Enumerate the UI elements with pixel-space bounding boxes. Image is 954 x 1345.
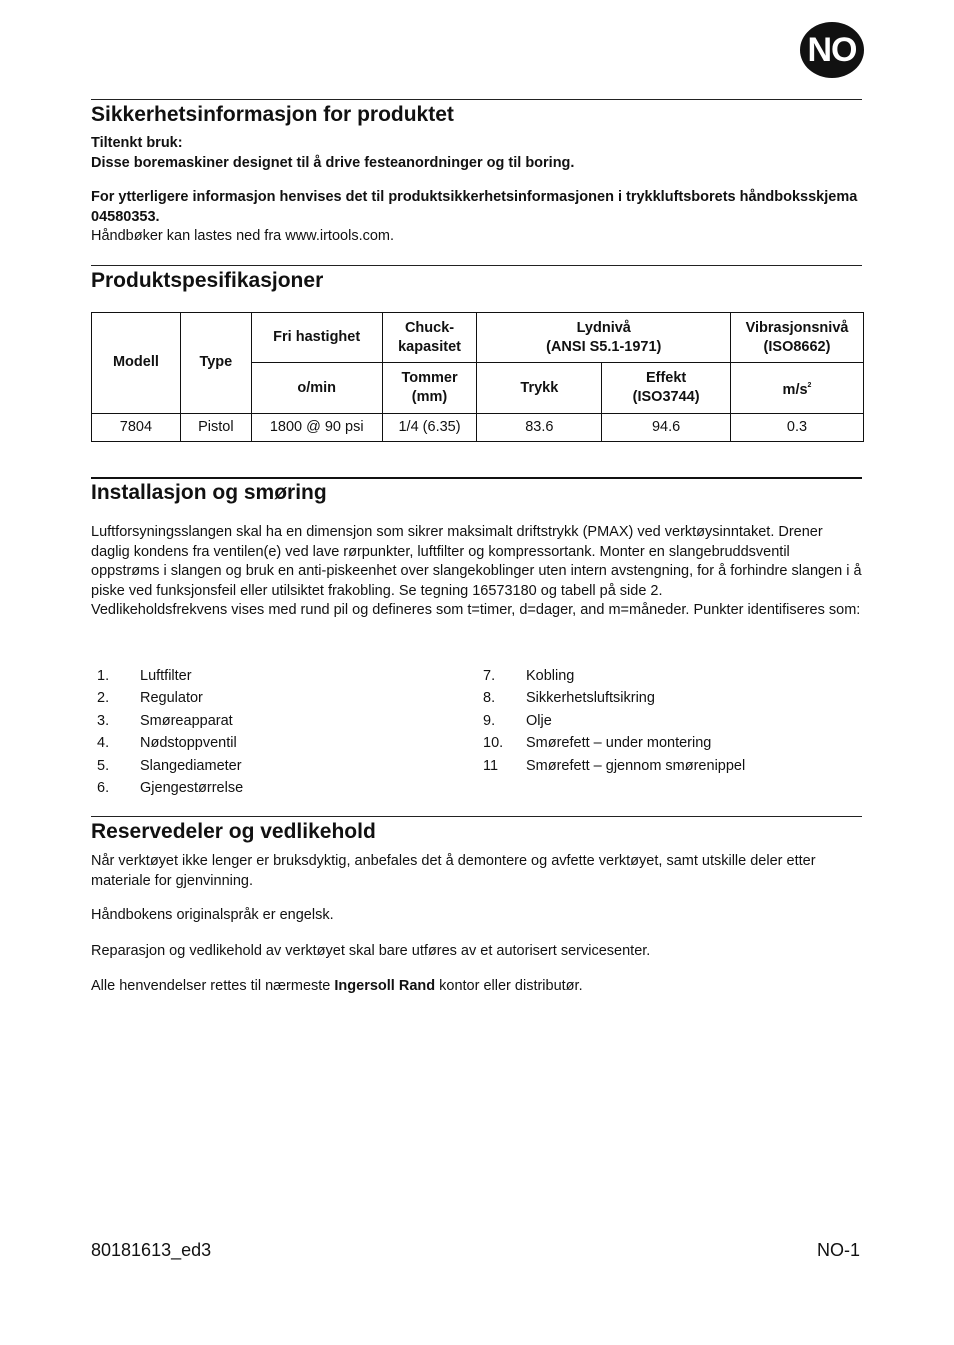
list-item-text: Sikkerhetsluftsikring — [526, 690, 655, 707]
list-item — [97, 665, 457, 687]
cell-power: 94.6 — [602, 413, 731, 441]
specs-title: Produktspesifikasjoner — [91, 269, 324, 292]
parts-title: Reservedeler og vedlikehold — [91, 820, 376, 843]
parts-p4-post: kontor eller distributør. — [435, 978, 583, 994]
parts-p4-pre: Alle henvendelser rettes til nærmeste — [91, 978, 335, 994]
parts-section — [91, 819, 862, 997]
cell-pressure: 83.6 — [477, 413, 602, 441]
parts-paragraph-1: Når verktøyet ikke lenger er bruksdyktig, anbefales det å demontere og avfette verktøyet, samt utskille deler etter materiale for gjenvinning. — [91, 853, 816, 889]
list-item — [483, 687, 853, 709]
list-item-text: Nødstoppventil — [140, 735, 237, 752]
cell-speed: 1800 @ 90 psi — [251, 413, 382, 441]
list-item — [483, 755, 853, 777]
list-item — [97, 687, 457, 709]
list-item — [97, 732, 457, 754]
intended-use-label: Tiltenkt bruk: — [91, 135, 183, 151]
list-item-number: 4. — [97, 735, 110, 752]
list-item-number: 1. — [97, 668, 110, 684]
install-title: Installasjon og smøring — [91, 481, 327, 504]
specs-table — [91, 312, 864, 442]
install-divider — [91, 477, 862, 479]
header-rpm: o/min — [251, 363, 382, 413]
list-item-number: 6. — [97, 779, 110, 796]
list-item-text: Smøreapparat — [140, 712, 233, 729]
header-chuck-line2: kapasitet — [398, 338, 461, 355]
list-item-number: 2. — [97, 690, 110, 707]
list-item-text: Regulator — [140, 690, 203, 707]
cell-model: 7804 — [92, 413, 181, 441]
header-ms-unit — [731, 363, 864, 413]
parts-paragraph-3: Reparasjon og vedlikehold av verktøyet skal bare utføres av et autorisert servicesenter. — [91, 942, 651, 959]
parts-paragraph-4 — [91, 977, 862, 997]
header-ms-exp: 2 — [807, 382, 812, 390]
list-item-number: 5. — [97, 757, 110, 774]
header-chuck — [382, 313, 477, 363]
doc-number: 80181613_ed3 — [91, 1240, 212, 1260]
list-item-text: Smørefett – under montering — [526, 735, 712, 752]
list-item — [97, 755, 457, 777]
table-header-row — [92, 313, 864, 363]
list-item-number: 7. — [483, 668, 496, 684]
header-vibration-line2: (ISO8662) — [763, 338, 831, 355]
header-pressure: Trykk — [477, 363, 602, 413]
header-free-speed: Fri hastighet — [251, 313, 382, 363]
safety-section — [91, 102, 862, 247]
intended-use-text: Disse boremaskiner designet til å drive festeanordninger og til boring. — [91, 154, 575, 171]
list-item-text: Olje — [526, 712, 552, 729]
header-inch-line1: Tommer — [401, 370, 458, 387]
list-item — [483, 732, 853, 754]
header-type: Type — [180, 313, 251, 414]
list-item — [97, 710, 457, 732]
safety-title: Sikkerhetsinformasjon for produktet — [91, 103, 454, 126]
download-text: Håndbøker kan lastes ned fra www.irtools.com. — [91, 228, 395, 244]
cell-vibration: 0.3 — [731, 413, 864, 441]
header-vibration-line1: Vibrasjonsnivå — [745, 319, 849, 336]
list-item-text: Kobling — [526, 668, 575, 684]
list-item-number: 8. — [483, 690, 496, 707]
list-item — [97, 777, 457, 799]
language-badge — [800, 22, 864, 78]
more-info-text: For ytterligere informasjon henvises det til produktsikkerhetsinformasjonen i trykkluftsborets håndboksskjema 04580353. — [91, 189, 858, 225]
list-item-text: Slangediameter — [140, 757, 242, 774]
list-item-text: Luftfilter — [140, 668, 192, 684]
header-inch — [382, 363, 477, 413]
list-item-number: 9. — [483, 712, 496, 729]
header-sound — [477, 313, 731, 363]
parts-paragraph-2: Håndbokens originalspråk er engelsk. — [91, 907, 334, 923]
header-inch-line2: (mm) — [411, 389, 448, 406]
specs-section — [91, 268, 862, 294]
points-list-right — [483, 665, 853, 777]
header-power-line2: (ISO3744) — [632, 389, 700, 406]
list-item-number: 3. — [97, 712, 110, 729]
parts-divider — [91, 816, 862, 817]
list-item — [483, 665, 853, 687]
list-item — [483, 710, 853, 732]
brand-name: Ingersoll Rand — [334, 978, 436, 994]
cell-type: Pistol — [180, 413, 251, 441]
points-list-left — [97, 665, 457, 799]
cell-chuck: 1/4 (6.35) — [382, 413, 477, 441]
page-number: NO-1 — [816, 1240, 860, 1260]
list-item-number: 11 — [483, 757, 499, 774]
safety-divider — [91, 99, 862, 100]
specs-divider — [91, 265, 862, 266]
table-row — [92, 413, 864, 441]
header-vibration — [731, 313, 864, 363]
list-item-text: Smørefett – gjennom smørenippel — [526, 757, 746, 774]
header-sound-line2: (ANSI S5.1-1971) — [546, 338, 662, 355]
header-sound-line1: Lydnivå — [576, 319, 631, 336]
header-chuck-line1: Chuck- — [404, 319, 455, 336]
header-model: Modell — [92, 313, 181, 414]
list-item-text: Gjengestørrelse — [140, 779, 244, 796]
language-badge-label: NO — [807, 30, 857, 69]
install-paragraph-1: Luftforsyningsslangen skal ha en dimensjon som sikrer maksimalt driftstrykk (PMAX) ved verktøysinntaket. Drener daglig kondens fra ventilen(e) ved lave rørpunkter, luftfilter og kompressortank. Monter en slangebruddsventil oppstrøms i slangen og bruk en anti-piskeenhet over slangekoblinger uten intern avstengning, for å forhindre slangen i å piske ved funksjonsfeil eller utilsiktet frakobling. Se tegning 16573180 og tabell på side 2. — [91, 524, 862, 599]
header-power-line1: Effekt — [645, 370, 687, 387]
list-item-number: 10. — [483, 735, 504, 752]
header-power — [602, 363, 731, 413]
install-section — [91, 480, 862, 621]
header-ms-unit-text: m/s — [782, 382, 808, 399]
install-paragraph-2: Vedlikeholdsfrekvens vises med rund pil og defineres som t=timer, d=dager, and m=måneder. Punkter identifiseres som: — [91, 602, 861, 618]
